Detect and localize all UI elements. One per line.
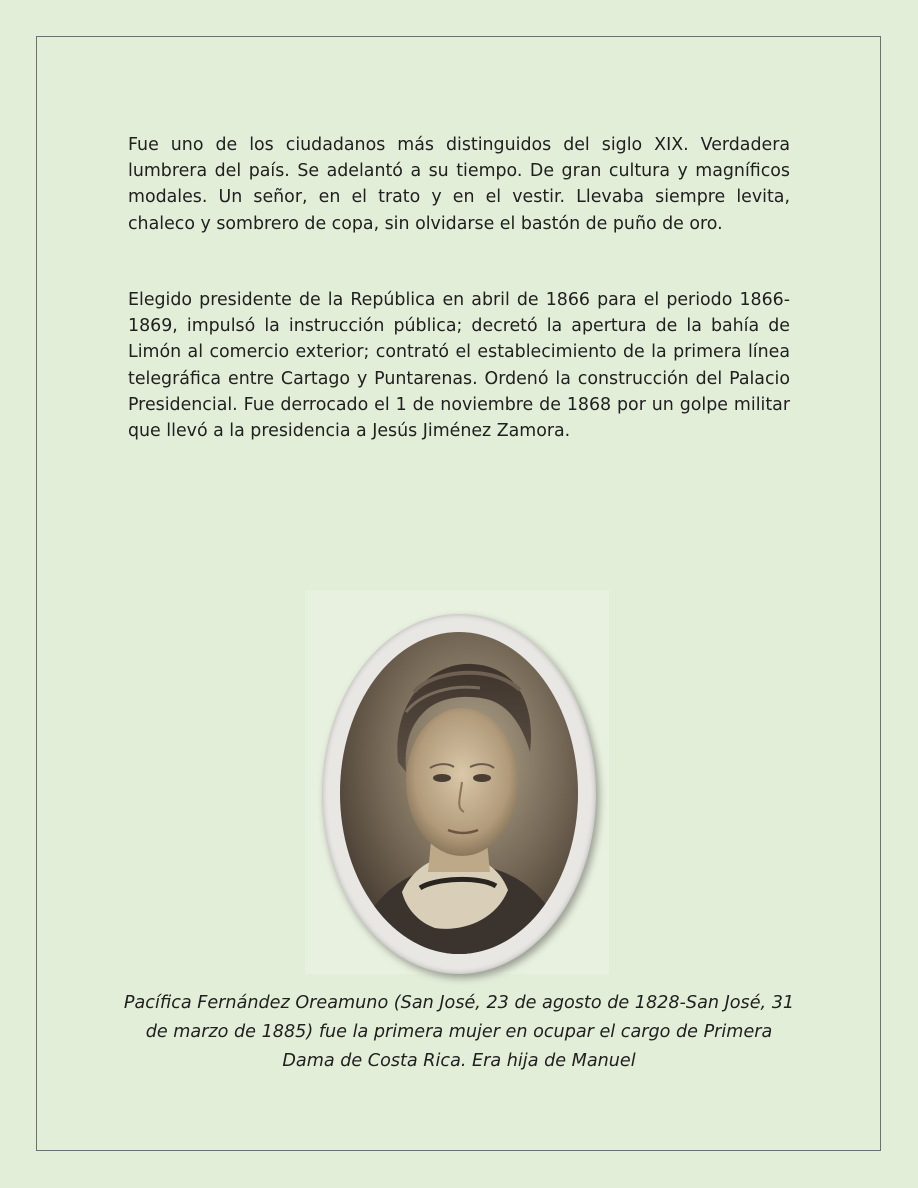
biography-paragraph-2: Elegido presidente de la República en abril de 1866 para el periodo 1866-1869, impulsó la instrucción pública; decretó la apertura de la bahía de Limón al comercio exterior; contrató el establecimiento de la primera línea telegráfica entre Cartago y Puntarenas. Ordenó la construcción del Palacio Presidencial. Fue derrocado el 1 de noviembre de 1868 por un golpe militar que llevó a la presidencia a Jesús Jiménez Zamora. — [128, 290, 790, 442]
biography-paragraph-1: Fue uno de los ciudadanos más distinguidos del siglo XIX. Verdadera lumbrera del país. Se adelantó a su tiempo. De gran cultura y magníficos modales. Un señor, en el trato y en el vestir. Llevaba siempre levita, chaleco y sombrero de copa, sin olvidarse el bastón de puño de oro. — [128, 135, 790, 234]
portrait-illustration — [340, 632, 578, 954]
portrait-caption: Pacífica Fernández Oreamuno (San José, 23 de agosto de 1828-San José, 31 de marzo de 1885) fue la primera mujer en ocupar el cargo de Primera Dama de Costa Rica. Era hija de Manuel — [123, 993, 795, 1071]
portrait-photo — [340, 632, 578, 954]
